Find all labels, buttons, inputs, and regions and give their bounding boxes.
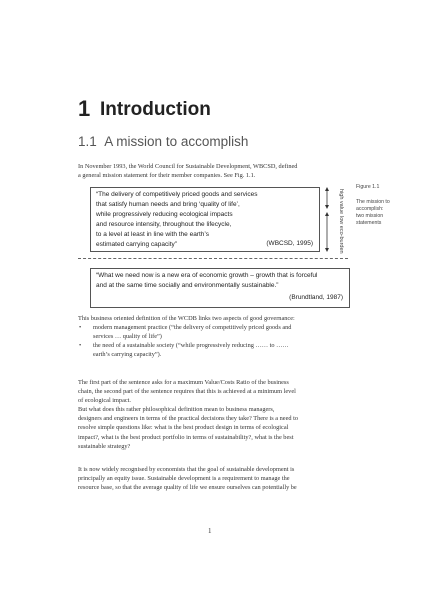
- double-arrow-icon: [325, 212, 329, 252]
- wbcsd-quote-box: [90, 187, 320, 252]
- chapter-number: 1: [78, 96, 91, 121]
- paragraph-line: resource base, so that the average quality of life we ensure ourselves can potentially be: [78, 484, 297, 492]
- caption-line: statements: [356, 220, 382, 226]
- paragraph-line: impact?, what is the best product portfolio in terms of sustainability?, what is the best: [78, 433, 294, 441]
- list-item: [78, 323, 348, 341]
- bullet-line: the need of a sustainable society (“while progressively reducing …… to ……: [93, 342, 289, 350]
- paragraph-line: a general mission statement for their member companies. See Fig. 1.1.: [78, 172, 256, 180]
- quote-line: estimated carrying capacity”: [96, 241, 177, 248]
- page-number: 1: [208, 527, 212, 535]
- caption-line: accomplish:: [356, 206, 384, 212]
- low-eco-burden-label: low eco-burden: [338, 216, 344, 254]
- paragraph-line: sustainable strategy?: [78, 442, 131, 450]
- bullet-list: [78, 323, 348, 359]
- section-number: 1.1: [78, 134, 97, 149]
- section-heading: [78, 134, 248, 149]
- brundtland-quote-text: [96, 271, 317, 291]
- paragraph-line: The first part of the sentence asks for a maximum Value/Costs Ratio of the business: [78, 379, 289, 386]
- paragraph-line: of ecological impact.: [78, 397, 131, 405]
- caption-line: The mission to: [356, 199, 390, 205]
- quote-line: and at the same time socially and environmentally sustainable.”: [96, 282, 279, 289]
- quote-line: that satisfy human needs and bring ‘quality of life’,: [96, 201, 240, 208]
- brundtland-quote-box: [90, 268, 350, 308]
- governance-paragraph: This business oriented definition of the WCDB links two aspects of good governance:: [78, 315, 295, 322]
- bullet-icon: •: [79, 324, 82, 332]
- dashed-divider: [78, 258, 348, 259]
- strategy-paragraph: [78, 378, 348, 451]
- quote-line: and resource intensity, throughout the lifecycle,: [96, 221, 232, 228]
- section-title: A mission to accomplish: [104, 134, 249, 149]
- paragraph-line: principally an equity issue. Sustainable development is a requirement to manage the: [78, 475, 290, 483]
- bullet-line: modern management practice (“the delivery of competitively priced goods and: [93, 324, 292, 332]
- list-item: [78, 341, 348, 359]
- quote-line: while progressively reducing ecological impacts: [96, 211, 233, 218]
- quote-line: to a level at least in line with the earth’s: [96, 231, 209, 238]
- wbcsd-quote-text: [96, 190, 258, 250]
- equity-paragraph: [78, 465, 348, 492]
- paragraph-line: chain, the second part of the sentence requires that this is achieved at a minimum level: [78, 388, 296, 396]
- high-value-label: high value: [338, 189, 344, 215]
- intro-paragraph: [78, 162, 348, 180]
- bullet-icon: •: [79, 342, 82, 350]
- paragraph-line: But what does this rather philosophical definition mean to business managers,: [78, 406, 275, 414]
- bullet-line: services … quality of life”): [93, 333, 162, 341]
- governance-section: [78, 314, 348, 359]
- caption-line: two mission: [356, 213, 384, 219]
- figure-caption-text: [356, 199, 390, 227]
- figure-caption-label: Figure 1.1: [356, 184, 380, 190]
- chapter-title: Introduction: [100, 99, 211, 120]
- paragraph-line: It is now widely recognised by economists that the goal of sustainable development is: [78, 466, 295, 473]
- bullet-line: earth’s carrying capacity”).: [93, 351, 162, 359]
- brundtland-quote-source: (Brundtland, 1987): [289, 294, 343, 301]
- quote-line: “The delivery of competitively priced goods and services: [96, 191, 258, 198]
- wbcsd-quote-source: (WBCSD, 1995): [266, 240, 313, 247]
- quote-line: “What we need now is a new era of economic growth – growth that is forceful: [96, 272, 318, 279]
- paragraph-line: resolve simple questions like: what is the best product design in terms of ecological: [78, 424, 289, 432]
- double-arrow-icon: [325, 187, 329, 209]
- paragraph-line: In November 1993, the World Council for Sustainable Development, WBCSD, defined: [78, 163, 298, 170]
- paragraph-line: designers and engineers in terms of the practical decisions they take? There is a need to: [78, 415, 299, 423]
- side-arrows-diagram: [322, 186, 352, 254]
